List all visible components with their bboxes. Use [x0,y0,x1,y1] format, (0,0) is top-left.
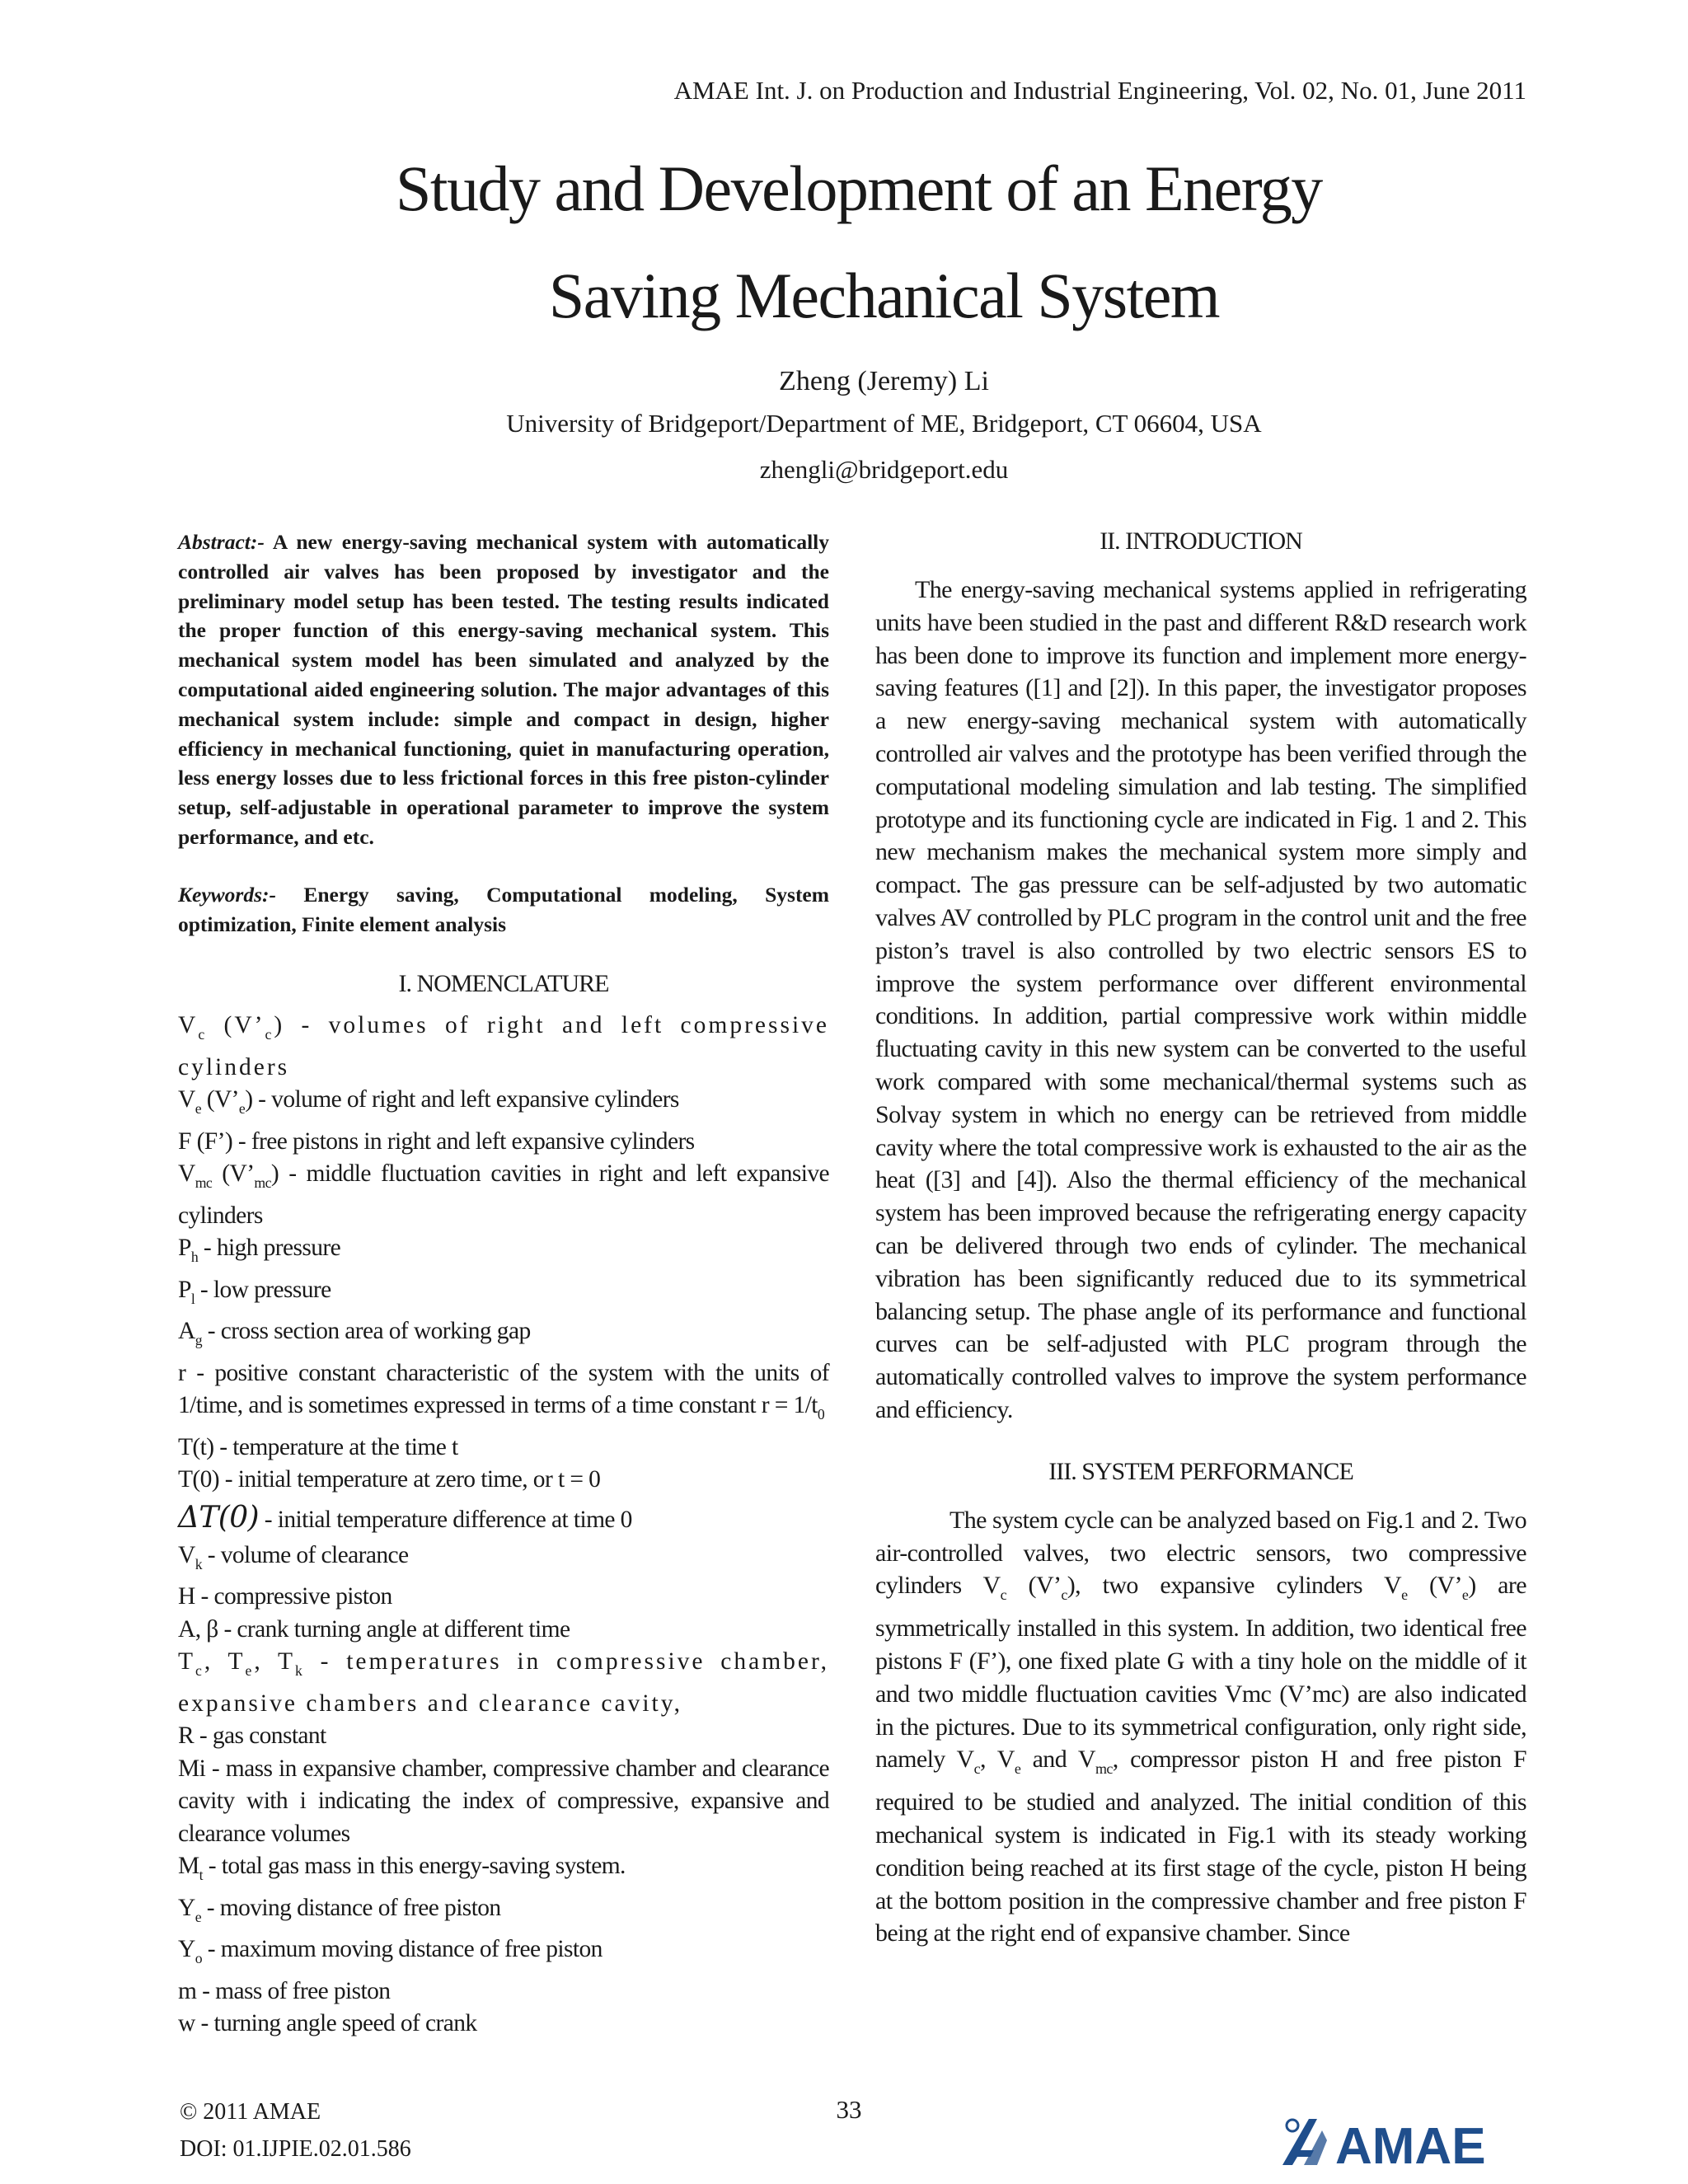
system-performance-heading: III. SYSTEM PERFORMANCE [1048,1457,1353,1485]
introduction-heading: II. INTRODUCTION [1100,527,1302,555]
nomenclature-item: m - mass of free piston [178,1977,391,2004]
nomenclature-item: w - turning angle speed of crank [178,2010,477,2037]
abstract [178,527,829,852]
nomenclature-item: $V_k$ - volume of clearance [178,1542,409,1572]
nomenclature-item: $V_{mc}$ $(V’_{mc})$ - middle fluctuation cavities in right and left expansive cylinders [178,1160,829,1229]
author-affiliation: University of Bridgeport/Department of ME, Bridgeport, CT 06604, USA [506,409,1262,438]
nomenclature-list [178,1010,829,2040]
nomenclature-item: R - gas constant [178,1722,326,1750]
footer-info [180,2093,411,2168]
abstract-text: A new energy-saving mechanical system with automatically controlled air valves has been proposed by investigator and the preliminary model setup has been tested. The testing results indicated the proper function of this energy-saving mechanical system. This mechanical system model has been simulated and analyzed by the computational aided engineering solution. The major advantages of this mechanical system include: simple and compact in design, higher efficiency in mechanical functioning, quiet in manufacturing operation, less energy losses due to less frictional forces in this free piston-cylinder setup, self-adjustable in operational parameter to improve the system performance, and etc. [178,530,829,849]
doi: DOI: 01.IJPIE.02.01.586 [180,2136,411,2162]
author-email: zhengli@bridgeport.edu [759,455,1009,484]
right-column [875,527,1526,1950]
nomenclature-item: T(0) - initial temperature at zero time, or t = 0 [178,1466,601,1493]
nomenclature-heading: I. NOMENCLATURE [398,970,609,998]
abstract-label: Abstract:- [178,530,265,554]
nomenclature-item: ΔT(0) - initial temperature difference at time 0 [178,1500,632,1535]
nomenclature-item: $Y_e$ - moving distance of free piston [178,1894,501,1925]
nomenclature-item: F (F’) - free pistons in right and left expansive cylinders [178,1127,695,1155]
nomenclature-item: $T_c$, $T_e$, $T_k$ - temperatures in compressive chamber, expansive chambers and clearance cavity, [178,1648,830,1717]
paper-title-line-2: Saving Mechanical System [548,260,1220,331]
nomenclature-item: $Y_o$ - maximum moving distance of free piston [178,1936,603,1967]
nomenclature-item: $V_c$ $(V’_c)$ - volumes of right and left compressive cylinders [178,1012,829,1080]
introduction-paragraph: The energy-saving mechanical systems applied in refrigerating units have been studied in the past and different R&D research work has been done to improve its function and implement more energy-saving features ([1] and [2]). In this paper, the investigator proposes a new energy-saving mechanical system with automatically controlled air valves and the prototype has been verified through the computational modeling simulation and lab testing. The simplified prototype and its functioning cycle are indicated in Fig. 1 and 2. This new mechanism makes the mechanical system more simply and compact. The gas pressure can be self-adjusted by two automatic valves AV controlled by PLC program in the control unit and the free piston’s travel is also controlled by two electric sensors ES to improve the system performance over different environmental conditions. In addition, partial compressive work within middle fluctuating cavity in this new system can be converted to the useful work compared with some mechanical/thermal systems such as Solvay system in which no energy can be retrieved from middle cavity where the total compressive work is exhausted to the air as the heat ([3] and [4]). Also the thermal efficiency of the mechanical system has been improved because the refrigerating energy capacity can be delivered through two ends of cylinder. The mechanical vibration has been significantly reduced due to its symmetrical balancing setup. The phase angle of its performance and functional curves can be self-adjusted with PLC program through the automatically controlled valves to improve the system performance and efficiency. [875,576,1526,1423]
nomenclature-item: r - positive constant characteristic of the system with the units of 1/time, and is sometimes expressed in terms of a time constant $r = 1/t_0$ [178,1359,829,1423]
keywords-label: Keywords:- [178,882,276,907]
amae-logo-mark-icon [1282,2119,1327,2165]
left-column [178,527,829,2041]
nomenclature-item: T(t) - temperature at the time t [178,1433,458,1460]
keywords [178,880,829,940]
nomenclature-item: $V_e$ $(V’_e)$ - volume of right and left expansive cylinders [178,1086,679,1118]
amae-logo-text: AMAE [1335,2118,1486,2172]
running-header: AMAE Int. J. on Production and Industrial Engineering, Vol. 02, No. 01, June 2011 [673,76,1526,105]
system-performance-paragraph: The system cycle can be analyzed based on Fig.1 and 2. Two air-controlled valves, two electric sensors, two compressive cylinders $V_c$ $(V’_c)$, two expansive cylinders $V_e$ $(V’_e)$ are symmetrically installed in this system. In addition, two identical free pistons F (F’), one fixed plate G with a tiny hole on the middle of it and two middle fluctuation cavities Vmc (V’mc) are also indicated in the pictures. Due to its symmetrical configuration, only right side, namely $V_c$, $V_e$ and $V_{mc}$, compressor piston H and free piston F required to be studied and analyzed. The initial condition of this mechanical system is indicated in Fig.1 with its steady working condition being reached at its first stage of the cycle, piston H being at the bottom position in the compressive chamber and free piston F being at the right end of expansive chamber. Since [875,1506,1526,1947]
nomenclature-item: $M_t$ - total gas mass in this energy-saving system. [178,1853,626,1884]
author-name: Zheng (Jeremy) Li [779,366,989,396]
nomenclature-item: Mi - mass in expansive chamber, compressive chamber and clearance cavity with i indicating the index of compressive, expansive and clearance volumes [178,1755,829,1847]
nomenclature-item: A, β - crank turning angle at different time [178,1615,570,1643]
nomenclature-item: $P_l$ - low pressure [178,1276,331,1307]
nomenclature-item: $A_g$ - cross section area of working gap [178,1318,531,1349]
paper-title-line-1: Study and Development of an Energy [396,152,1322,224]
delta-t-symbol: ΔT(0) [178,1500,260,1535]
nomenclature-item: $P_h$ - high pressure [178,1235,341,1266]
nomenclature-item: H - compressive piston [178,1583,392,1610]
copyright: © 2011 AMAE [180,2099,321,2125]
page-number: 33 [836,2095,862,2124]
keywords-text: Energy saving, Computational modeling, System optimization, Finite element analysis [178,882,829,936]
amae-logo [1276,2114,1531,2172]
